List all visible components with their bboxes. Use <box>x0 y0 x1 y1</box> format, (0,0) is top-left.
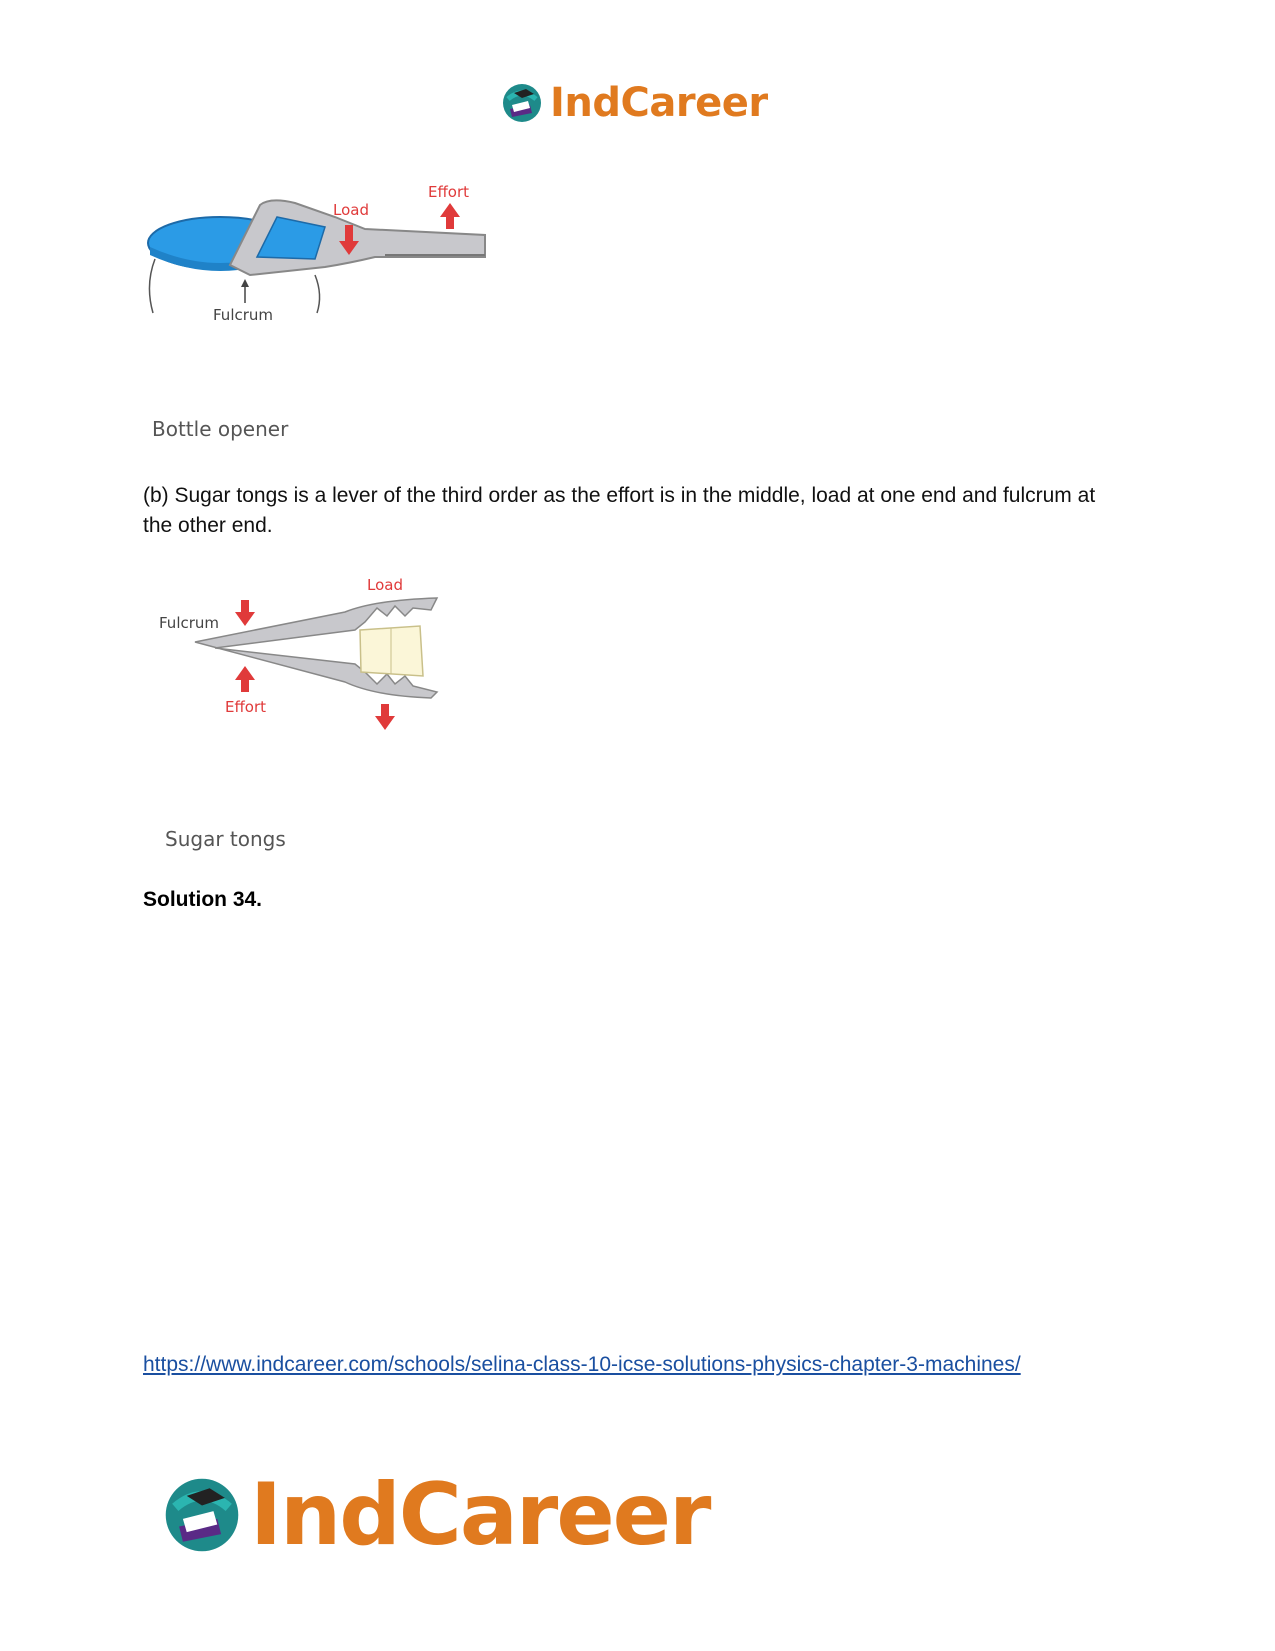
load-arrow-icon <box>375 704 395 730</box>
logo-globe-icon <box>500 81 544 125</box>
header-logo <box>500 78 780 128</box>
fulcrum-label: Fulcrum <box>159 614 220 632</box>
sugar-tongs-diagram <box>155 572 455 737</box>
load-label: Load <box>333 201 369 219</box>
down-arrow-icon <box>235 600 255 626</box>
solution-heading: Solution 34. <box>143 888 263 911</box>
effort-arrow-icon <box>440 203 460 229</box>
load-label: Load <box>367 576 403 594</box>
figure-caption-bottle-opener: Bottle opener <box>152 417 289 441</box>
effort-label: Effort <box>225 698 267 716</box>
logo-text: IndCareer <box>550 80 768 126</box>
logo-text: IndCareer <box>250 1465 710 1565</box>
fulcrum-label: Fulcrum <box>213 306 274 324</box>
paragraph-b: (b) Sugar tongs is a lever of the third order as the effort is in the middle, load at one end and fulcrum at the other end. <box>143 484 1096 537</box>
figure-caption-sugar-tongs: Sugar tongs <box>165 827 286 851</box>
effort-arrow-icon <box>235 666 255 692</box>
effort-label: Effort <box>428 183 470 201</box>
logo-globe-icon <box>160 1473 244 1557</box>
footer-logo <box>160 1460 720 1570</box>
bottle-opener-diagram <box>145 175 505 335</box>
footer-url-link[interactable]: https://www.indcareer.com/schools/selina-class-10-icse-solutions-physics-chapter-3-machines/ <box>143 1353 1021 1376</box>
